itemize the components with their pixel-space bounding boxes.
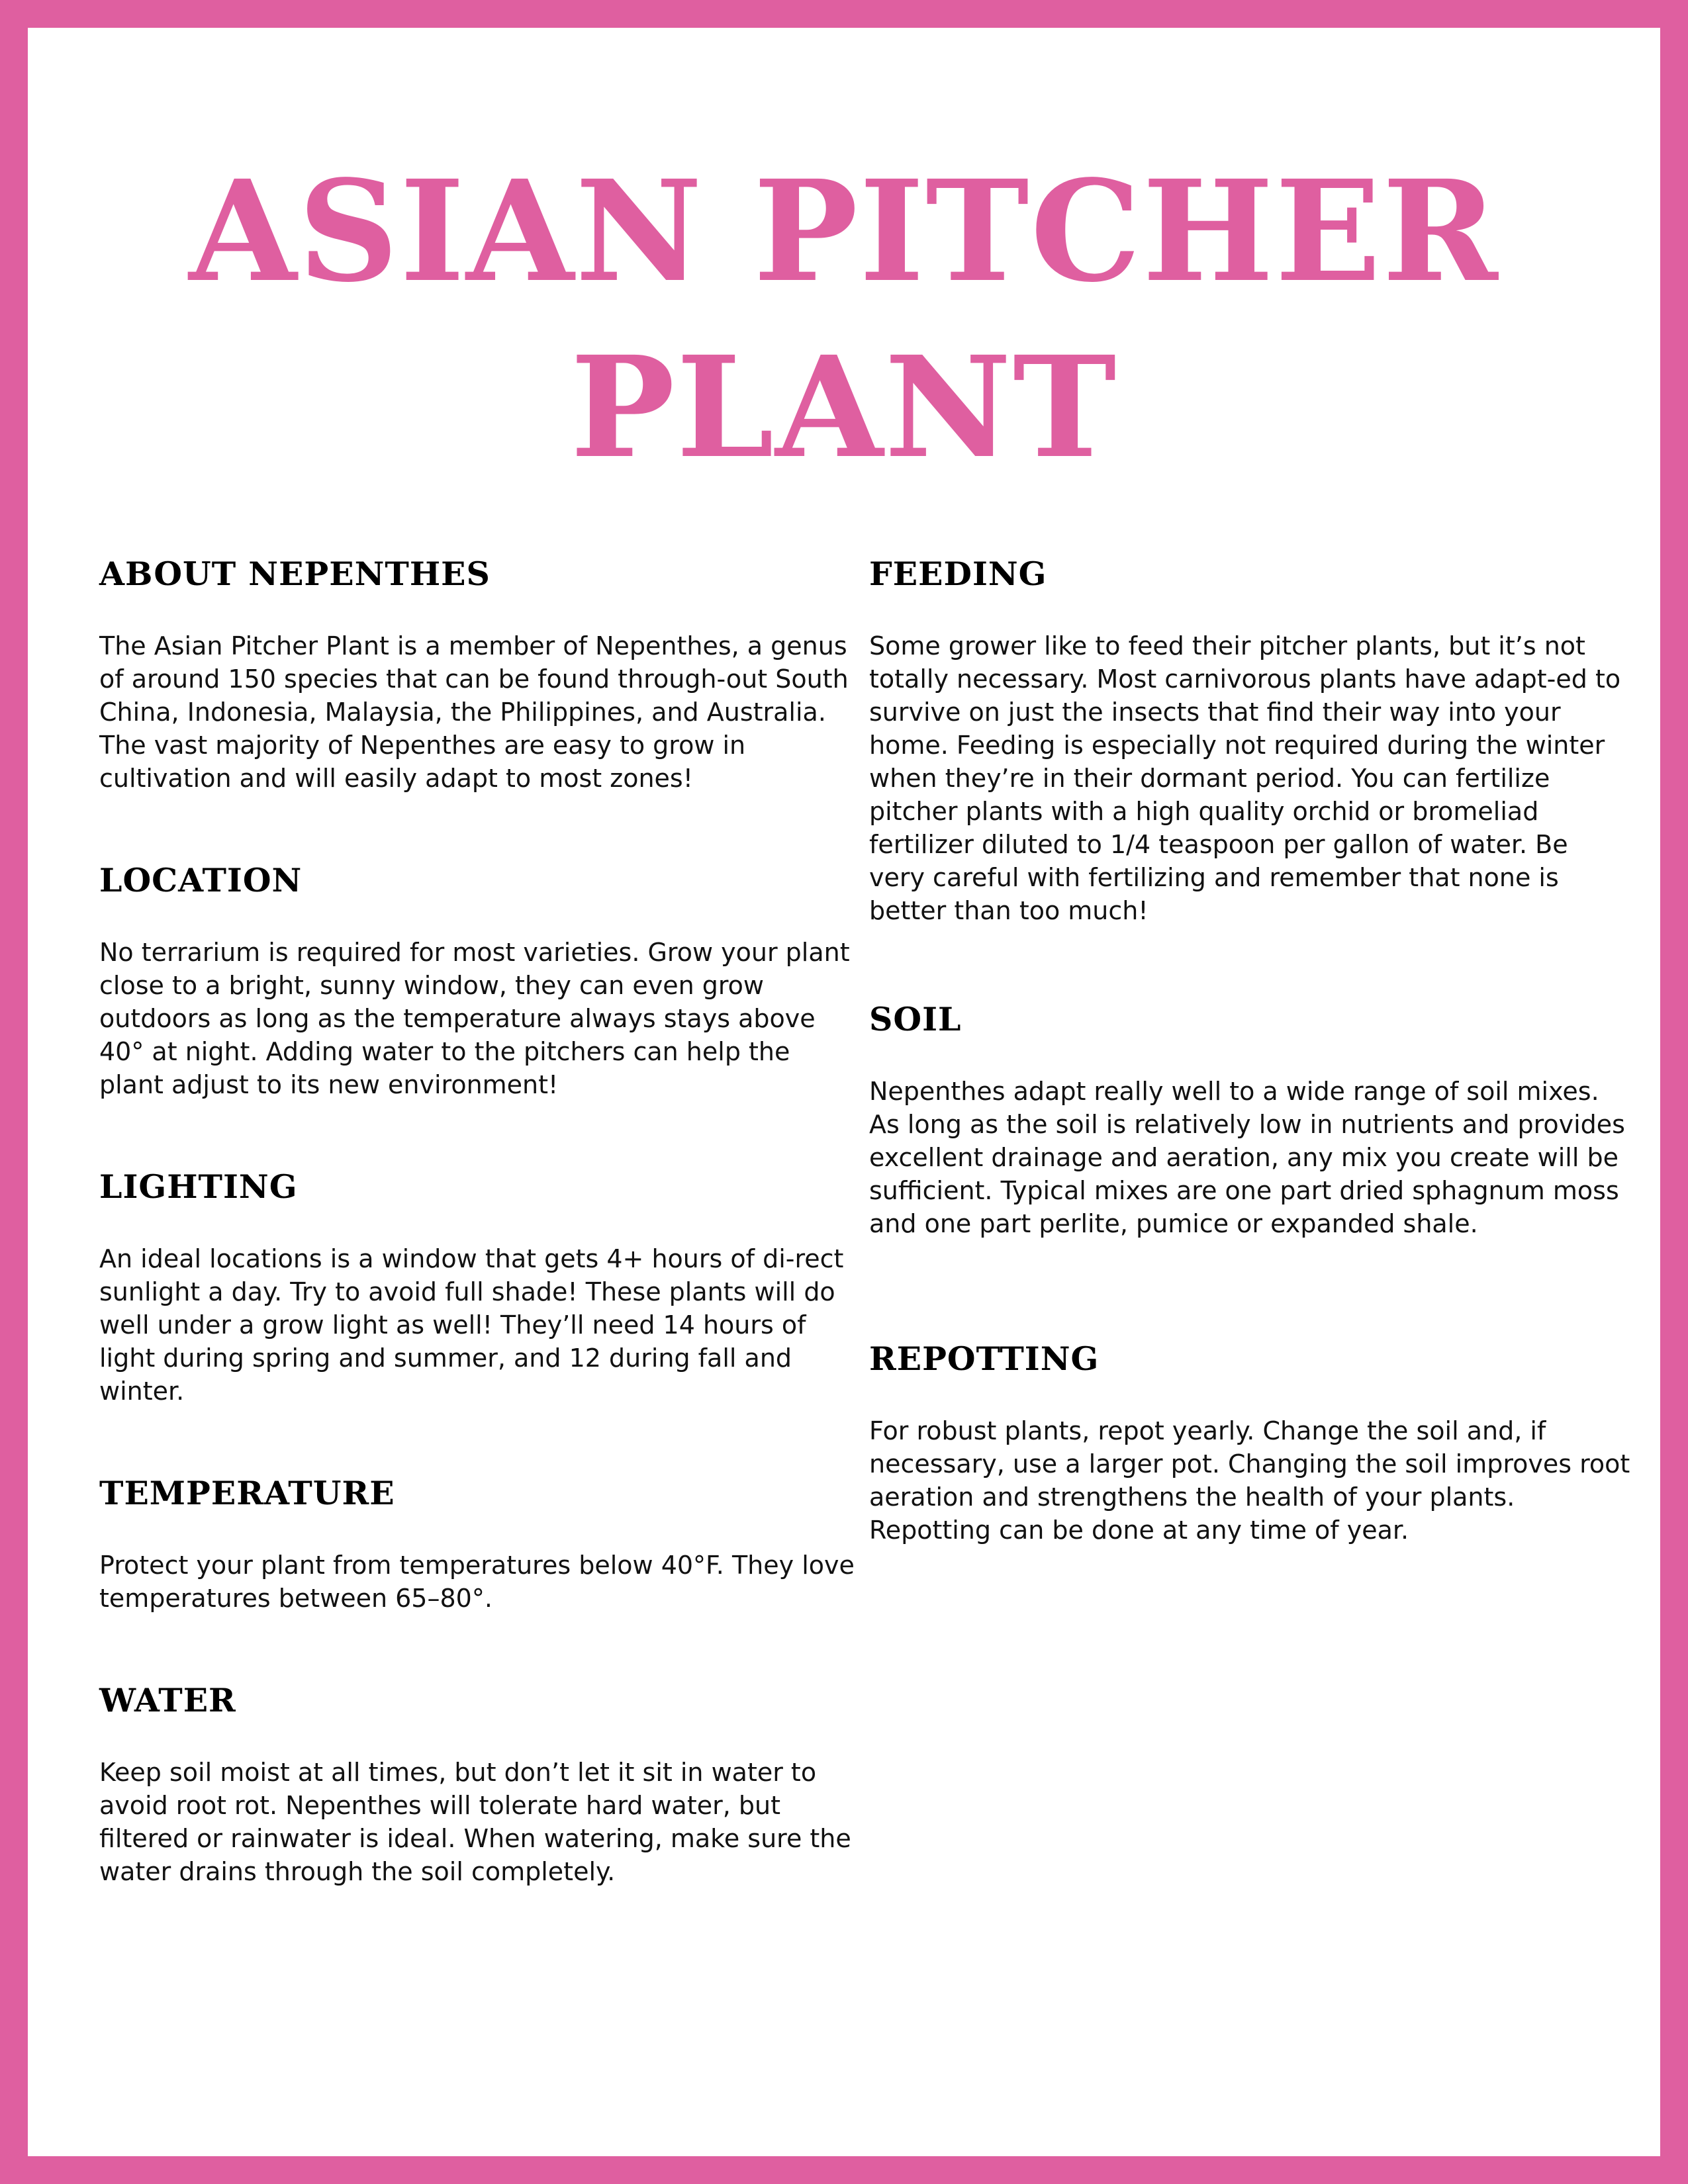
section-body: The Asian Pitcher Plant is a member of Nepenthes, a genus of around 150 species that can be found through-out South China, Indonesia, Malaysia, the Philippines, and Australia. The vast majority of Nepenthes are easy to grow in cultivation and will easily adapt to most zones! — [99, 631, 849, 793]
section-body: Nepenthes adapt really well to a wide range of soil mixes. As long as the soil is relatively low in nutrients and provides excellent drainage and aeration, any mix you create will be sufficient. Typical mixes are one part dried sphagnum moss and one part perlite, pumice or expanded shale. — [869, 1077, 1625, 1238]
section-location — [99, 860, 861, 1101]
section-body: No terrarium is required for most varieties. Grow your plant close to a bright, sunny window, they can even grow outdoors as long as the temperature always stays above 40° at night. Adding water to the pitchers can help the plant adjust to its new environment! — [99, 938, 850, 1099]
section-lighting — [99, 1167, 861, 1408]
section-body: An ideal locations is a window that gets 4+ hours of di-rect sunlight a day. Try to avoid full shade! These plants will do well under a grow light as well! They’ll need 14 hours of light during spring and summer, and 12 during fall and winter. — [99, 1244, 844, 1406]
section-repotting — [869, 1339, 1630, 1547]
section-heading: ABOUT NEPENTHES — [99, 555, 491, 593]
section-body: Protect your plant from temperatures below 40°F. They love temperatures between 65–80°. — [99, 1551, 855, 1613]
section-heading: TEMPERATURE — [99, 1474, 395, 1512]
section-heading: REPOTTING — [869, 1340, 1100, 1378]
page-title — [28, 144, 1660, 496]
section-about-nepenthes — [99, 554, 861, 795]
section-heading: WATER — [99, 1681, 236, 1719]
section-body: For robust plants, repot yearly. Change the soil and, if necessary, use a larger pot. Changing the soil improves root aeration and strengthens the health of your plants. Repotting can be done at any time of year. — [869, 1416, 1630, 1545]
page-title-line-1: ASIAN PITCHER — [189, 150, 1499, 313]
page — [28, 28, 1660, 2156]
section-water — [99, 1680, 861, 1888]
section-heading: FEEDING — [869, 555, 1047, 593]
section-temperature — [99, 1473, 861, 1615]
section-body: Some grower like to feed their pitcher plants, but it’s not totally necessary. Most carnivorous plants have adapt-ed to survive on just the insects that find their way into your home. Feeding is especially not required during the winter when they’re in their dormant period. You can fertilize pitcher plants with a high quality orchid or bromeliad fertilizer diluted to 1/4 teaspoon per gallon of water. Be very careful with fertilizing and remember that none is better than too much! — [869, 631, 1621, 925]
section-heading: LIGHTING — [99, 1167, 298, 1206]
section-body: Keep soil moist at all times, but don’t let it sit in water to avoid root rot. Nepenthes will tolerate hard water, but filtered or rainwater is ideal. When watering, make sure the water drains through the soil completely. — [99, 1758, 851, 1886]
page-title-line-2: PLANT — [570, 326, 1118, 489]
section-soil — [869, 999, 1630, 1240]
section-heading: LOCATION — [99, 861, 303, 899]
section-heading: SOIL — [869, 1000, 962, 1038]
section-feeding — [869, 554, 1630, 927]
